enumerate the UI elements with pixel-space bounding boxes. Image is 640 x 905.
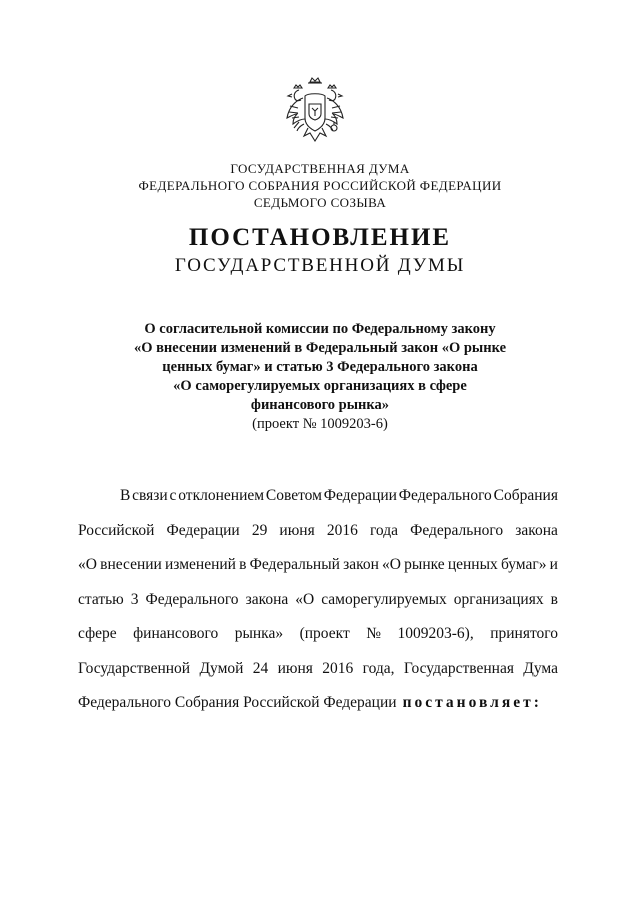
subject-line-5: финансового рынка» [250,397,390,413]
subject-line-1: О согласительной комиссии по Федеральному закону [144,321,496,337]
header-line-3: СЕДЬМОГО СОЗЫВА [253,195,387,210]
project-number: (проект № 1009203-6) [252,416,388,432]
header-line-1: ГОСУДАРСТВЕННАЯ ДУМА [230,161,410,176]
subject-line-2: «О внесении изменений в Федеральный закон «О рынке [133,340,507,356]
body-line-3: «О внесении изменений в Федеральный закон «О рынке ценных бумаг» и [78,556,558,573]
issuer-header [0,160,640,211]
body-line-7-text: Федерального Собрания Российской Федерации [78,694,397,711]
document-issuer-title: ГОСУДАРСТВЕННОЙ ДУМЫ [174,255,466,276]
resolution-verb: постановляет: [402,694,542,711]
document-subject [0,320,640,434]
document-type-title: ПОСТАНОВЛЕНИЕ [188,224,452,251]
body-line-1: В связи с отклонением Советом Федерации Федерального Собрания [120,487,558,504]
body-line-5: сфере финансового рынка» (проект № 1009203-6), принятого [78,625,558,642]
subject-line-3: ценных бумаг» и статью 3 Федерального закона [162,359,478,375]
body-line-7 [78,686,558,721]
subject-line-4: «О саморегулируемых организациях в сфере [173,378,467,394]
body-line-4: статью 3 Федерального закона «О саморегулируемых организациях в [78,590,558,608]
body-paragraph [78,479,558,721]
body-line-2: Российской Федерации 29 июня 2016 года Федерального закона [78,521,558,539]
coat-of-arms-icon [284,76,346,146]
header-line-2: ФЕДЕРАЛЬНОГО СОБРАНИЯ РОССИЙСКОЙ ФЕДЕРАЦИИ [138,178,502,193]
body-line-6: Государственной Думой 24 июня 2016 года, Государственная Дума [78,659,558,677]
